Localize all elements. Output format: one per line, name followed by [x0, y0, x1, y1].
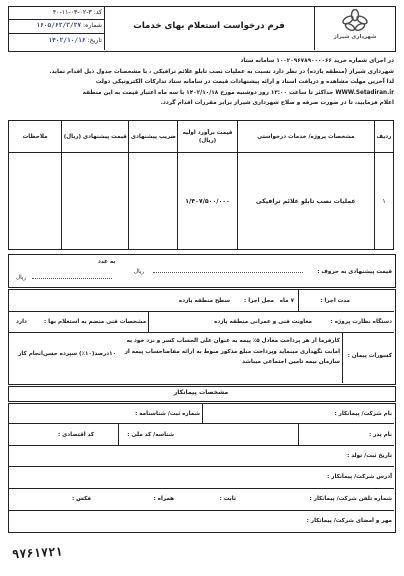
price-words-line[interactable]: [153, 272, 303, 273]
intro-line-5: اعلام فرمایید، تا در صورت صرفه و صلاح شهرداری شیراز برابر مقررات اقدام گردد.: [160, 100, 394, 106]
number-label: شماره:: [83, 22, 102, 29]
price-words-rial-2: ریال: [16, 275, 27, 281]
fixed-phone-label: ثابت :: [219, 496, 236, 502]
mobile-label: همراه :: [153, 496, 174, 502]
registration-number-label: شماره ثبت/ شناسنامه :: [135, 411, 200, 417]
national-id-label: شناسه/ کد ملی :: [127, 432, 174, 438]
location-value: سطح منطقه یازده: [178, 298, 230, 304]
date-line: [10, 36, 102, 45]
father-name-label: نام پدر :: [369, 432, 392, 438]
cell-coefficient[interactable]: [129, 153, 178, 250]
deductions-text: کارفرما از هر پرداخت معادل ۵٪ پیمه به عنوان علی الحساب کسر و نزد خود به امانت نگهداری مینماید وپرداخت مبلغ مذکور منوط به ارائه مفاصاحساب پیمه از سازمان بیمه تامین اجتماعی میباشد: [124, 338, 340, 365]
economic-code-label: کد اقتصادی :: [58, 432, 95, 438]
cell-row-number: ۱: [374, 153, 393, 250]
tech-spec-value: دارد: [16, 319, 27, 325]
intro-paragraph: [10, 56, 394, 109]
price-words-label: قیمت پیشنهادی به حروف :: [317, 269, 392, 275]
intro-line-4: WWW.Setadiran.ir حداکثر تا ساعت ۱۳:۰۰ روز دوشنبه مورخ ۱۴۰۲/۱۰/۱۸ با سه ماه اعتبار قیمت به این منطقه: [82, 89, 394, 96]
intro-line-3: لذا آخرین مهلت مشاهده و دریافت اسناد و ارائه پیشنهادات قیمت در سامانه ستاد تدارکات الکترونیکی دولت: [95, 79, 394, 85]
cell-estimate: ۱/۴۰۷/۵۰۰/۰۰۰: [178, 153, 237, 250]
logo-text: شهرداری شیراز: [333, 34, 377, 40]
code-line: [10, 8, 102, 17]
contractor-name-label: نام شرکت/ پیمانکار :: [334, 411, 392, 417]
intro-line-1: در اجرای شماره خرید ۱۰۰۲۰۹۶۷۸۹۰۰۰۰۶۶ سامانه ستاد: [240, 58, 394, 64]
header-notes: ملاحظات: [9, 121, 62, 153]
contractor-section-title: مشخصات پیمانکار: [173, 389, 229, 396]
services-table: [8, 120, 394, 250]
supervisor-label: دستگاه نظارت پروژه :: [330, 319, 392, 325]
logo: [318, 9, 392, 47]
code-label: کد:: [93, 9, 102, 16]
stamp-signature-label: مهر و امضای شرکت/ پیمانکار :: [306, 518, 392, 524]
cell-offer[interactable]: [62, 153, 129, 250]
fax-label: فکس :: [72, 496, 92, 502]
code-value: ۳-۰۲-۰۳-۱۱-۴۰: [52, 9, 92, 16]
table-row: [9, 153, 394, 250]
header-row-number: ردیف: [374, 121, 393, 153]
table-header-row: [9, 121, 394, 153]
flower-logo-icon: [340, 9, 370, 33]
price-words-rial-1: ریال: [134, 269, 145, 275]
intro-line-2: شهرداری شیراز (منطقه یازده) در نظر دارد نسبت به عملیات نصب تابلو علائم ترافیکی ، با مشخصات جدول ذیل اقدام نماید.: [49, 68, 394, 75]
tech-spec-label: مشخصات فنی منضم به استعلام بها :: [44, 319, 147, 325]
number-value: ۱۶۰۵/۶۲/۳/۲۷: [36, 22, 82, 29]
form-page: [8, 6, 396, 570]
form-title: فرم درخواست استعلام بهای خدمات: [133, 21, 285, 31]
number-line: [10, 21, 102, 30]
price-count-label: به عدد: [98, 259, 116, 265]
price-count-line[interactable]: [32, 278, 112, 279]
phone-label: شماره تلفن شرکت/ پیمانکار :: [309, 496, 392, 502]
handwritten-number: ۹۷۶۱۷۲۱: [11, 544, 63, 562]
duration-label: مدت اجرا :: [320, 298, 350, 304]
address-label: آدرس شرکت/ پیمانکار :: [327, 474, 392, 480]
header-estimate: قیمت برآورد اولیه (ریال): [178, 121, 237, 153]
birth-date-label: تاریخ ثبت/ تولد :: [347, 453, 392, 459]
duration-value: ۷ ماه: [279, 298, 294, 304]
date-label: تاریخ:: [87, 37, 102, 44]
cell-spec: عملیات نصب تابلو علائم ترافیکی: [237, 153, 374, 250]
supervisor-value: معاونت فنی و عمرانی منطقه یازده: [214, 319, 312, 325]
cell-notes[interactable]: [9, 153, 62, 250]
date-value: ۱۴۰۲/۱۰/۱۶: [48, 37, 86, 44]
location-label: محل اجرا :: [244, 298, 274, 304]
header-coefficient: ضریب پیشنهادی: [129, 121, 178, 153]
deductions-label: کسورات پیمان :: [347, 353, 392, 359]
header-offer: قیمت پیشنهادی (ریال): [62, 121, 129, 153]
deposit-text: ۱۰درصد(۱۰٪) سپرده حسن‌انجام کار: [18, 351, 116, 357]
header-spec: مشخصات پروژه/ خدمات درخواستی: [237, 121, 374, 153]
